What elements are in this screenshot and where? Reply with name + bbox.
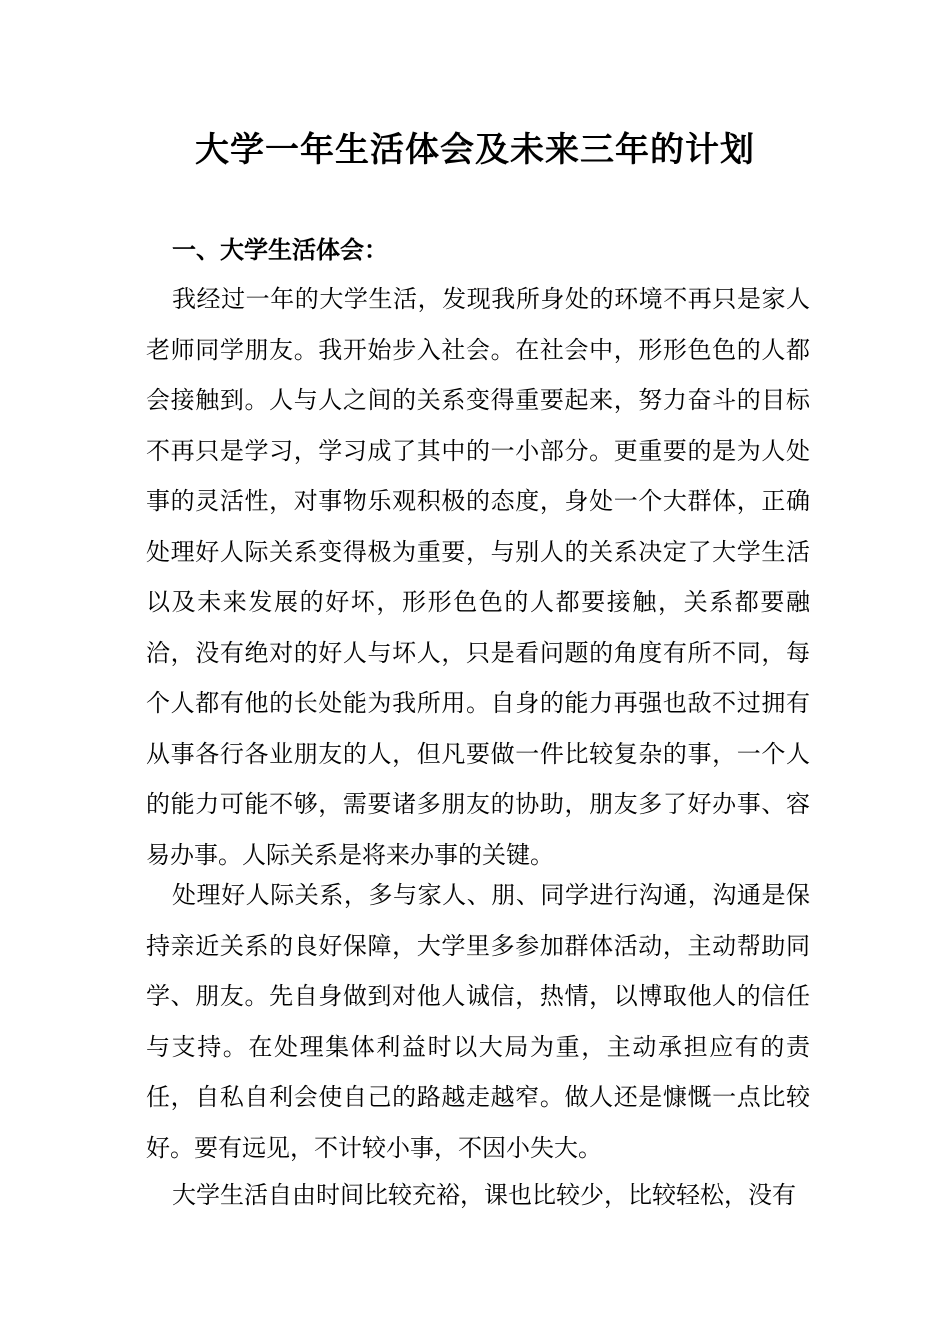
paragraph-1: 我经过一年的大学生活，发现我所身处的环境不再只是家人老师同学朋友。我开始步入社会。在社会中，形形色色的人都会接触到。人与人之间的关系变得重要起来，努力奋斗的目标不再只是学习，学习成了其中的一小部分。更重要的是为人处事的灵活性，对事物乐观积极的态度，身处一个大群体，正确处理好人际关系变得极为重要，与别人的关系决定了大学生活以及未来发展的好坏，形形色色的人都要接触，关系都要融洽，没有绝对的好人与坏人，只是看问题的角度有所不同，每个人都有他的长处能为我所用。自身的能力再强也敌不过拥有从事各行各业朋友的人，但凡要做一件比较复杂的事，一个人的能力可能不够，需要诸多朋友的协助，朋友多了好办事、容易办事。人际关系是将来办事的关键。	[146, 285, 810, 869]
paragraph-3: 大学生活自由时间比较充裕，课也比较少，比较轻松，没有	[172, 1181, 796, 1209]
document-title: 大学一年生活体会及未来三年的计划	[195, 130, 755, 170]
paragraph-2: 处理好人际关系，多与家人、朋、同学进行沟通，沟通是保持亲近关系的良好保障，大学里多参加群体活动，主动帮助同学、朋友。先自身做到对他人诚信，热情，以博取他人的信任与支持。在处理集体利益时以大局为重，主动承担应有的责任，自私自利会使自己的路越走越窄。做人还是慷慨一点比较好。要有远见，不计较小事，不因小失大。	[146, 881, 810, 1162]
section-heading: 一、大学生活体会：	[172, 235, 388, 264]
